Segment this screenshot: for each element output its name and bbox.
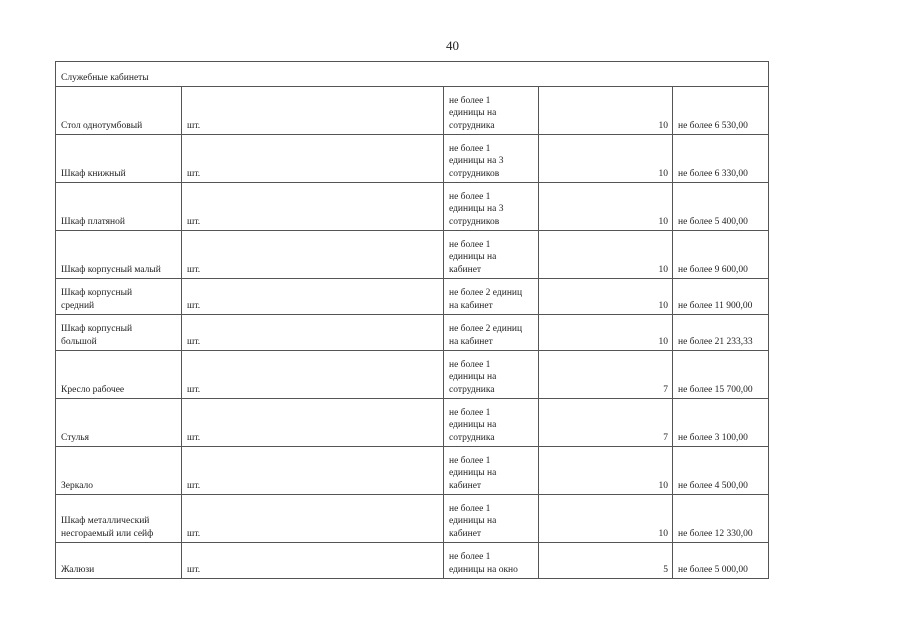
- norm-cell-text: не более 2 единиц на кабинет: [449, 288, 523, 311]
- unit-cell-text: шт.: [187, 480, 201, 491]
- price-cell-text: не более 9 600,00: [678, 264, 748, 275]
- quantity-cell: [539, 183, 673, 231]
- item-name-cell-text: Зеркало: [61, 480, 93, 491]
- norm-cell-text: не более 2 единиц на кабинет: [449, 324, 523, 347]
- unit-cell-text: шт.: [187, 264, 201, 275]
- unit-cell-text: шт.: [187, 564, 201, 575]
- quantity-cell-text: 5: [663, 564, 668, 575]
- quantity-cell-text: 7: [663, 432, 668, 443]
- page-number: 40: [446, 38, 459, 53]
- item-name-cell: [56, 87, 182, 135]
- item-name-cell: [56, 447, 182, 495]
- quantity-cell: [539, 495, 673, 543]
- item-name-cell-text: Стулья: [61, 432, 90, 443]
- norm-cell: [444, 183, 539, 231]
- price-cell: [673, 315, 769, 351]
- item-name-cell: [56, 135, 182, 183]
- price-cell-text: не более 15 700,00: [678, 384, 753, 395]
- price-cell: [673, 87, 769, 135]
- table-row: [56, 351, 769, 399]
- quantity-cell: [539, 543, 673, 579]
- norm-cell-text: не более 1 единицы на сотрудника: [449, 360, 497, 395]
- quantity-cell-text: 10: [658, 480, 668, 491]
- item-name-cell-text: Шкаф металлический несгораемый или сейф: [61, 516, 154, 539]
- norm-cell: [444, 87, 539, 135]
- price-cell-text: не более 12 330,00: [678, 528, 753, 539]
- price-cell: [673, 279, 769, 315]
- unit-cell: [182, 543, 444, 579]
- unit-cell-text: шт.: [187, 300, 201, 311]
- norm-cell-text: не более 1 единицы на кабинет: [449, 240, 497, 275]
- price-cell: [673, 495, 769, 543]
- quantity-cell: [539, 447, 673, 495]
- item-name-cell: [56, 495, 182, 543]
- unit-cell: [182, 87, 444, 135]
- unit-cell-text: шт.: [187, 168, 201, 179]
- unit-cell-text: шт.: [187, 528, 201, 539]
- price-cell: [673, 351, 769, 399]
- item-name-cell-text: Шкаф корпусный большой: [61, 324, 133, 347]
- table-row: [56, 399, 769, 447]
- table-row: [56, 87, 769, 135]
- item-name-cell-text: Шкаф книжный: [61, 168, 126, 179]
- unit-cell: [182, 399, 444, 447]
- price-cell: [673, 183, 769, 231]
- quantity-cell-text: 10: [658, 264, 668, 275]
- unit-cell: [182, 135, 444, 183]
- unit-cell-text: шт.: [187, 384, 201, 395]
- furniture-norms-table: [55, 61, 769, 579]
- table-row: [56, 495, 769, 543]
- quantity-cell-text: 7: [663, 384, 668, 395]
- price-cell: [673, 447, 769, 495]
- table-row: [56, 135, 769, 183]
- unit-cell: [182, 183, 444, 231]
- price-cell-text: не более 6 530,00: [678, 120, 748, 131]
- quantity-cell-text: 10: [658, 120, 668, 131]
- item-name-cell-text: Стол однотумбовый: [61, 120, 143, 131]
- norm-cell: [444, 135, 539, 183]
- item-name-cell: [56, 399, 182, 447]
- quantity-cell: [539, 351, 673, 399]
- unit-cell-text: шт.: [187, 432, 201, 443]
- quantity-cell: [539, 315, 673, 351]
- table-row: [56, 231, 769, 279]
- price-cell-text: не более 5 000,00: [678, 564, 748, 575]
- unit-cell: [182, 231, 444, 279]
- price-cell-text: не более 3 100,00: [678, 432, 748, 443]
- norm-cell-text: не более 1 единицы на кабинет: [449, 504, 497, 539]
- price-cell-text: не более 5 400,00: [678, 216, 748, 227]
- quantity-cell-text: 10: [658, 336, 668, 347]
- price-cell: [673, 543, 769, 579]
- section-title: Служебные кабинеты: [56, 62, 769, 87]
- table-row: [56, 183, 769, 231]
- quantity-cell: [539, 399, 673, 447]
- quantity-cell-text: 10: [658, 216, 668, 227]
- table-row: [56, 543, 769, 579]
- norm-cell-text: не более 1 единицы на сотрудника: [449, 408, 497, 443]
- norm-cell-text: не более 1 единицы на 3 сотрудников: [449, 144, 504, 179]
- section-header-row: [56, 62, 769, 87]
- unit-cell: [182, 495, 444, 543]
- price-cell-text: не более 6 330,00: [678, 168, 748, 179]
- quantity-cell: [539, 279, 673, 315]
- norm-cell-text: не более 1 единицы на кабинет: [449, 456, 497, 491]
- norm-cell-text: не более 1 единицы на окно: [449, 552, 518, 575]
- norm-cell: [444, 351, 539, 399]
- norm-cell: [444, 447, 539, 495]
- norm-cell: [444, 231, 539, 279]
- norm-cell: [444, 279, 539, 315]
- quantity-cell: [539, 135, 673, 183]
- price-cell: [673, 231, 769, 279]
- norm-cell: [444, 495, 539, 543]
- unit-cell: [182, 315, 444, 351]
- unit-cell: [182, 447, 444, 495]
- item-name-cell-text: Шкаф корпусный малый: [61, 264, 161, 275]
- norm-cell: [444, 315, 539, 351]
- item-name-cell-text: Жалюзи: [61, 564, 95, 575]
- quantity-cell-text: 10: [658, 168, 668, 179]
- unit-cell-text: шт.: [187, 120, 201, 131]
- item-name-cell: [56, 351, 182, 399]
- norm-cell-text: не более 1 единицы на 3 сотрудников: [449, 192, 504, 227]
- unit-cell: [182, 279, 444, 315]
- table-row: [56, 315, 769, 351]
- item-name-cell: [56, 231, 182, 279]
- norm-cell: [444, 399, 539, 447]
- norm-cell-text: не более 1 единицы на сотрудника: [449, 96, 497, 131]
- item-name-cell-text: Кресло рабочее: [61, 384, 125, 395]
- unit-cell: [182, 351, 444, 399]
- unit-cell-text: шт.: [187, 336, 201, 347]
- table-row: [56, 447, 769, 495]
- quantity-cell-text: 10: [658, 528, 668, 539]
- table-row: [56, 279, 769, 315]
- norm-cell: [444, 543, 539, 579]
- quantity-cell: [539, 87, 673, 135]
- quantity-cell-text: 10: [658, 300, 668, 311]
- item-name-cell-text: Шкаф корпусный средний: [61, 288, 133, 311]
- price-cell-text: не более 4 500,00: [678, 480, 748, 491]
- unit-cell-text: шт.: [187, 216, 201, 227]
- item-name-cell: [56, 279, 182, 315]
- item-name-cell: [56, 315, 182, 351]
- item-name-cell-text: Шкаф платяной: [61, 216, 125, 227]
- item-name-cell: [56, 183, 182, 231]
- item-name-cell: [56, 543, 182, 579]
- price-cell-text: не более 21 233,33: [678, 336, 753, 347]
- quantity-cell: [539, 231, 673, 279]
- price-cell: [673, 399, 769, 447]
- price-cell-text: не более 11 900,00: [678, 300, 753, 311]
- price-cell: [673, 135, 769, 183]
